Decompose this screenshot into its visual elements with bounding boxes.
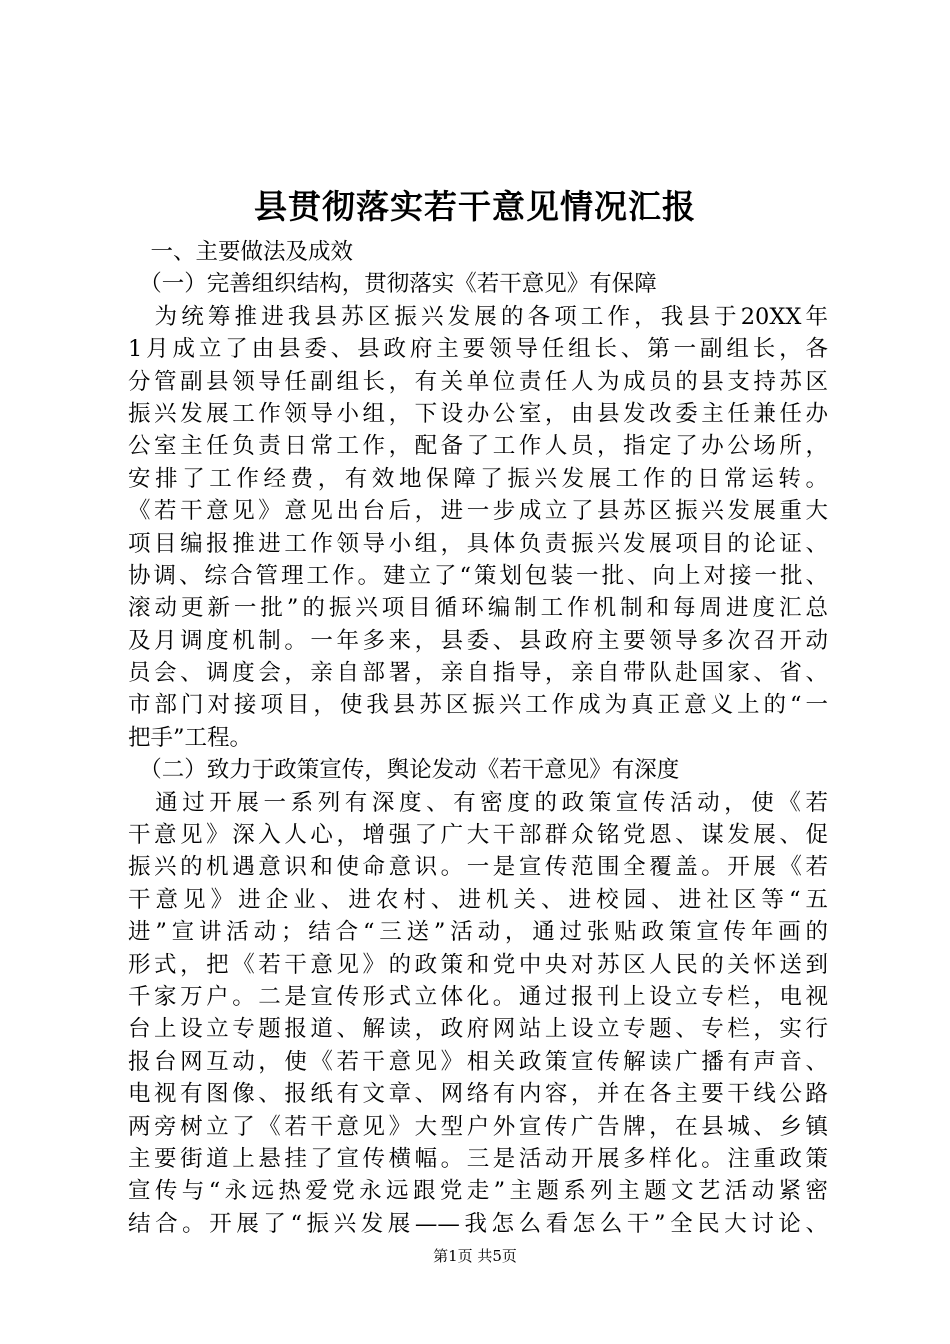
paragraph-line: 1月成立了由县委、县政府主要领导任组长、第一副组长，各 [128, 336, 828, 363]
paragraph-line: 为统筹推进我县苏区振兴发展的各项工作，我县于20XX年 [128, 303, 828, 330]
paragraph-line: 振兴的机遇意识和使命意识。一是宣传范围全覆盖。开展《若 [128, 854, 828, 881]
document-body [128, 236, 828, 1240]
document-title: 县贯彻落实若干意见情况汇报 [254, 187, 696, 226]
paragraph-line: 宣传与“永远热爱党永远跟党走”主题系列主题文艺活动紧密 [128, 1178, 828, 1205]
paragraph-line: 主要街道上悬挂了宣传横幅。三是活动开展多样化。注重政策 [128, 1145, 828, 1172]
paragraph-line: 台上设立专题报道、解读，政府网站上设立专题、专栏，实行 [128, 1016, 828, 1043]
subsection-heading: （一）完善组织结构，贯彻落实《若干意见》有保障 [128, 271, 657, 298]
paragraph-line: 通过开展一系列有深度、有密度的政策宣传活动，使《若 [128, 789, 828, 816]
paragraph-line: 把手”工程。 [128, 724, 253, 751]
paragraph-line: 《若干意见》意见出台后，进一步成立了县苏区振兴发展重大 [128, 498, 828, 525]
paragraph-line: 及月调度机制。一年多来，县委、县政府主要领导多次召开动 [128, 627, 828, 654]
paragraph-line: 两旁树立了《若干意见》大型户外宣传广告牌，在县城、乡镇 [128, 1113, 828, 1140]
paragraph-line: 干意见》进企业、进农村、进机关、进校园、进社区等“五 [128, 886, 828, 913]
paragraph-line: 报台网互动，使《若干意见》相关政策宣传解读广播有声音、 [128, 1048, 828, 1075]
paragraph-line: 干意见》深入人心，增强了广大干部群众铭党恩、谋发展、促 [128, 822, 828, 849]
paragraph-line: 分管副县领导任副组长，有关单位责任人为成员的县支持苏区 [128, 368, 828, 395]
paragraph-line: 市部门对接项目，使我县苏区振兴工作成为真正意义上的“一 [128, 692, 828, 719]
paragraph-line: 进”宣讲活动；结合“三送”活动，通过张贴政策宣传年画的 [128, 919, 828, 946]
paragraph-line: 形式，把《若干意见》的政策和党中央对苏区人民的关怀送到 [128, 951, 828, 978]
section-heading: 一、主要做法及成效 [128, 239, 354, 265]
page-number-footer: 第1页 共5页 [433, 1247, 517, 1265]
paragraph-line: 项目编报推进工作领导小组，具体负责振兴发展项目的论证、 [128, 530, 828, 557]
paragraph-line: 滚动更新一批”的振兴项目循环编制工作机制和每周进度汇总 [128, 595, 828, 622]
paragraph-line: 协调、综合管理工作。建立了“策划包装一批、向上对接一批、 [128, 562, 828, 589]
subsection-heading: （二）致力于政策宣传，舆论发动《若干意见》有深度 [128, 757, 680, 784]
paragraph-line: 结合。开展了“振兴发展——我怎么看怎么干”全民大讨论、 [128, 1210, 828, 1237]
paragraph-line: 千家万户。二是宣传形式立体化。通过报刊上设立专栏，电视 [128, 983, 828, 1010]
paragraph-line: 公室主任负责日常工作，配备了工作人员，指定了办公场所， [128, 433, 828, 460]
paragraph-line: 员会、调度会，亲自部署，亲自指导，亲自带队赴国家、省、 [128, 660, 828, 687]
paragraph-line: 电视有图像、报纸有文章、网络有内容，并在各主要干线公路 [128, 1081, 828, 1108]
paragraph-line: 安排了工作经费，有效地保障了振兴发展工作的日常运转。 [128, 465, 828, 492]
paragraph-line: 振兴发展工作领导小组，下设办公室，由县发改委主任兼任办 [128, 400, 828, 427]
